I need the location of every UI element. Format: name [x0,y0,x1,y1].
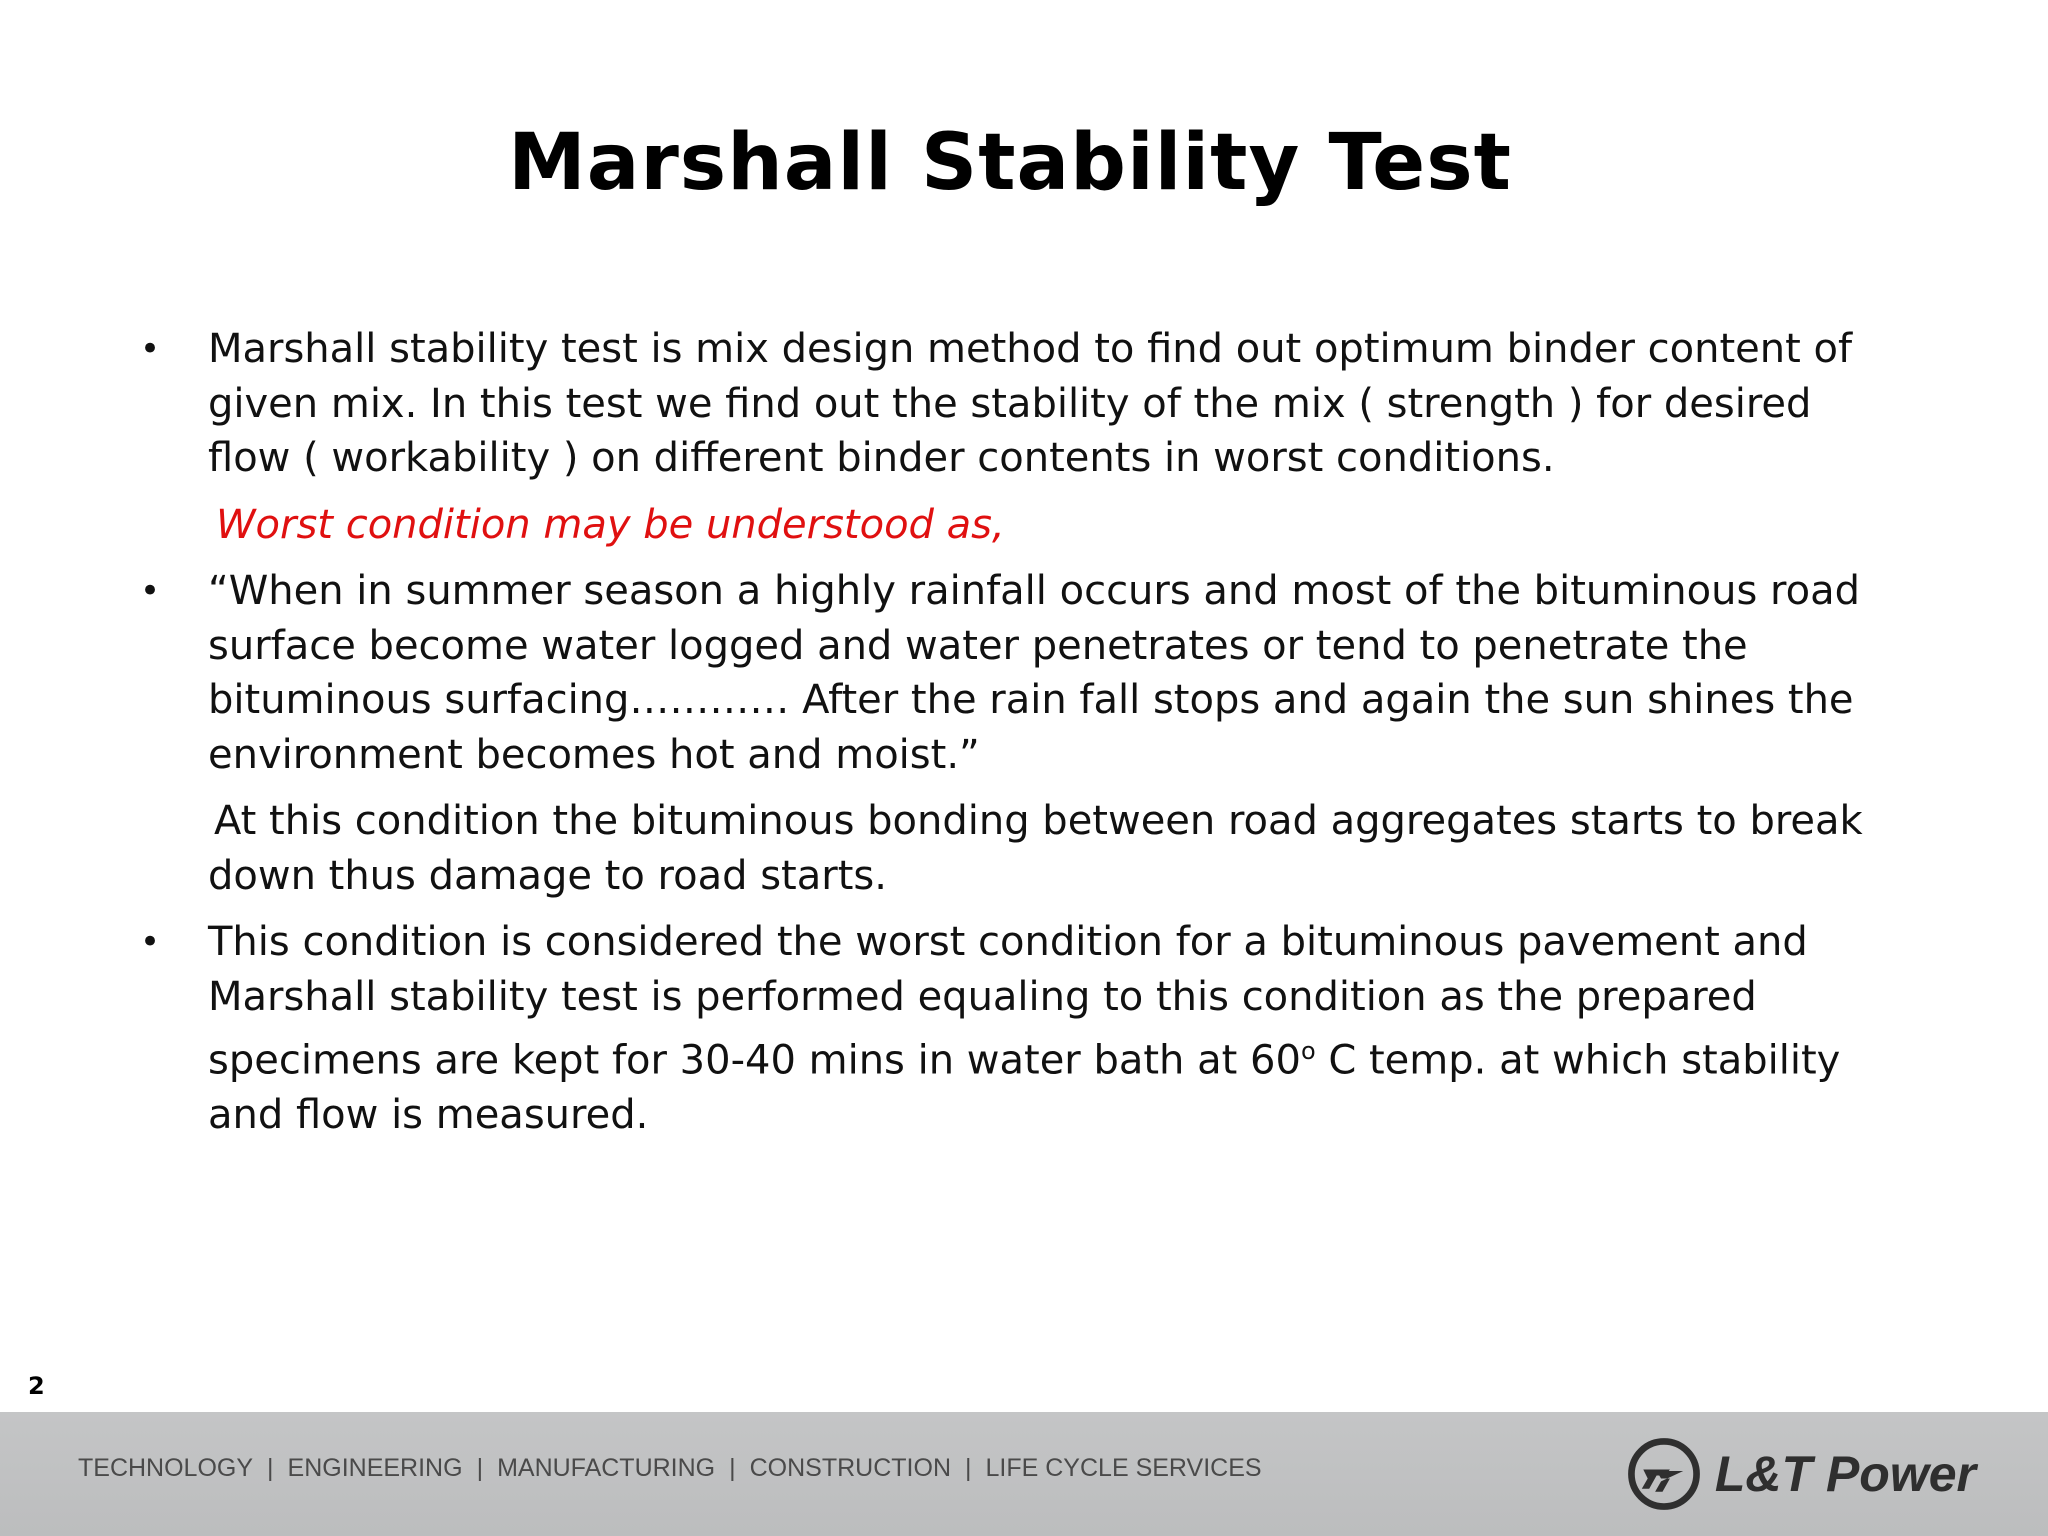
footer-separator: | [965,1454,972,1482]
worst-condition-intro: Worst condition may be understood as, [216,501,1005,548]
lt-logo-icon [1627,1437,1701,1511]
footer-link-engineering: ENGINEERING [287,1454,463,1482]
footer-link-construction: CONSTRUCTION [749,1454,952,1482]
continuation-text: At this condition the bituminous bonding between road aggregates starts to break down thus damage to road starts. [208,798,1863,899]
bullet-item [140,564,1900,782]
degree-superscript: o [1300,1037,1316,1065]
footer-bar [0,1412,2048,1536]
bullet-item [140,322,1900,486]
page-number: 2 [28,1372,45,1400]
brand-lockup [1627,1438,1976,1510]
bullet-marker: • [140,922,161,962]
footer-link-life-cycle-services: LIFE CYCLE SERVICES [985,1454,1262,1482]
bullet-marker: • [140,571,161,611]
slide-title: Marshall Stability Test [508,118,1512,208]
bullet-continuation [140,794,1900,903]
bullet-text: “When in summer season a highly rainfall occurs and most of the bituminous road surface become water logged and water penetrates or tend to penetrate the bituminous surfacing………… After the rain fall stops and again the sun shines the environment becomes hot and moist.” [208,568,1860,778]
bullet-text-part: This condition is considered the worst condition for a bituminous pavement and Marshall stability test is performed equaling to this condition as the prepared specimens are kept for 30-40 mins in water bath at 60 [208,919,1808,1084]
footer-link-technology: TECHNOLOGY [78,1454,254,1482]
bullet-marker: • [140,329,161,369]
footer-link-manufacturing: MANUFACTURING [497,1454,716,1482]
footer-separator: | [267,1454,274,1482]
footer-separator: | [476,1454,484,1482]
footer-separator: | [729,1454,736,1482]
bullet-text-part: C temp. at which stability and flow is measured. [208,1037,1841,1138]
bullet-item [140,915,1900,1142]
slide-body [140,322,1900,1154]
footer-tagline [78,1454,1262,1483]
brand-name: L&T Power [1714,1446,1976,1502]
bullet-text: Marshall stability test is mix design method to find out optimum binder content of given mix. In this test we find out the stability of the mix ( strength ) for desired flow ( workability ) on different binder contents in worst conditions. [208,326,1853,481]
